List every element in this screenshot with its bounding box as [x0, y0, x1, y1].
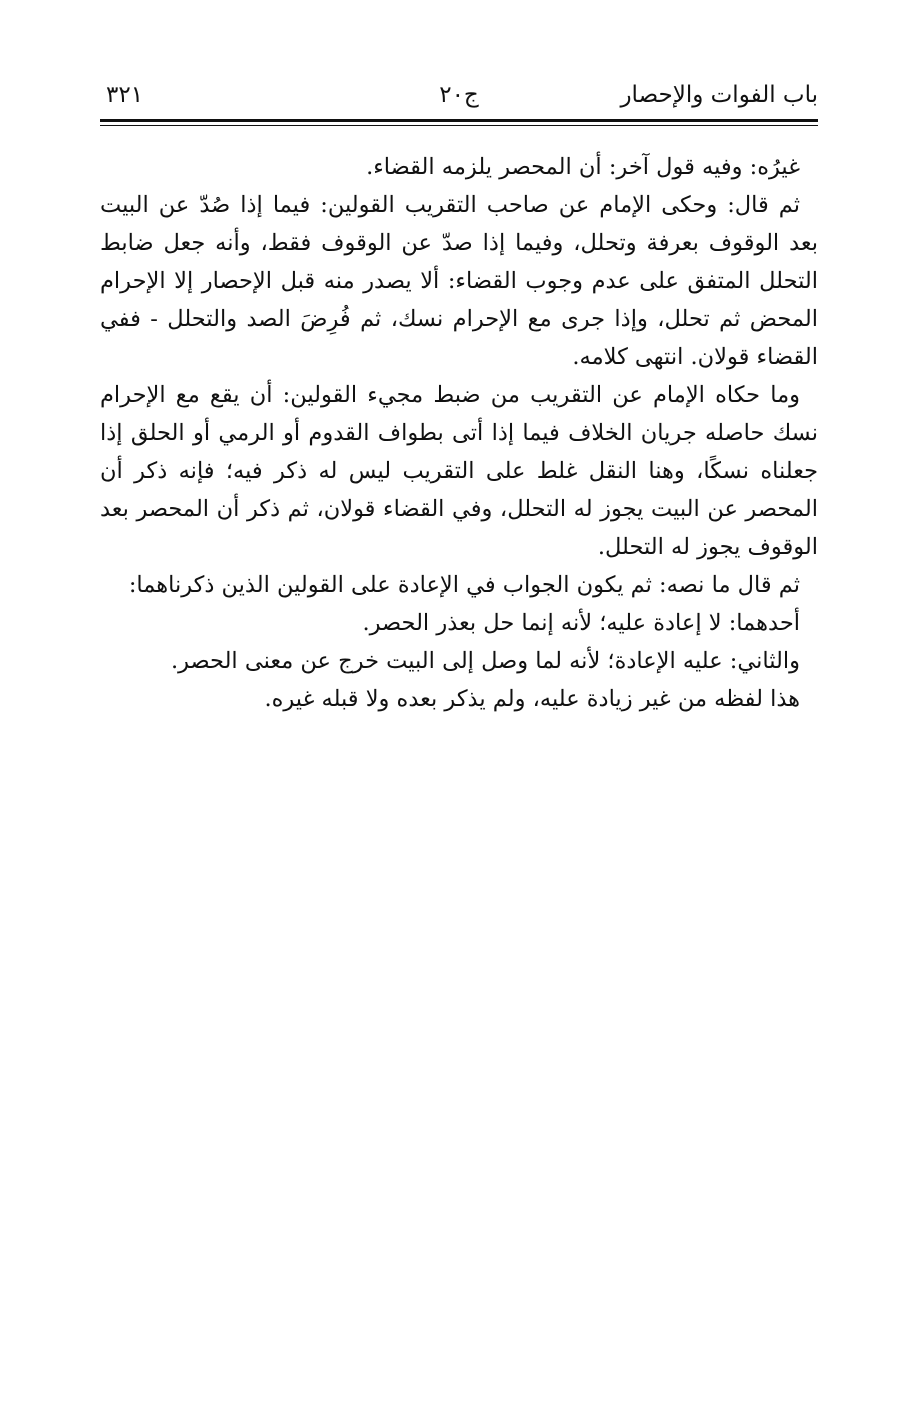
paragraph-3: وما حكاه الإمام عن التقريب من ضبط مجيء القولين: أن يقع مع الإحرام نسك حاصله جريان الخلاف فيما إذا أتى بطواف القدوم أو الرمي أو الحلق إذا جعلناه نسكًا، وهنا النقل غلط على التقريب ليس له ذكر فيه؛ فإنه ذكر أن المحصر عن البيت يجوز له التحلل، وفي القضاء قولان، ثم ذكر أن المحصر بعد الوقوف يجوز له التحلل. [100, 382, 818, 560]
chapter-title: باب الفوات والإحصار [620, 82, 818, 108]
header-rule-thick [100, 119, 818, 122]
paragraph-5: أحدهما: لا إعادة عليه؛ لأنه إنما حل بعذر الحصر. [362, 610, 800, 636]
paragraph-7: هذا لفظه من غير زيادة عليه، ولم يذكر بعده ولا قبله غيره. [264, 686, 800, 712]
volume-label: ج٢٠ [439, 82, 479, 108]
paragraph-6: والثاني: عليه الإعادة؛ لأنه لما وصل إلى البيت خرج عن معنى الحصر. [170, 648, 800, 674]
running-header [100, 78, 818, 112]
paragraph-2: ثم قال: وحكى الإمام عن صاحب التقريب القولين: فيما إذا صُدّ عن البيت بعد الوقوف بعرفة وتحلل، وفيما إذا صدّ عن الوقوف فقط، وأنه جعل ضابط التحلل المتفق على عدم وجوب القضاء: ألا يصدر منه قبل الإحصار إلا الإحرام المحض ثم تحلل، وإذا جرى مع الإحرام نسك، ثم فُرِضَ الصد والتحلل - ففي القضاء قولان. انتهى كلامه. [100, 192, 818, 370]
header-rule-thin [100, 125, 818, 126]
body-text [100, 148, 818, 718]
page-number: ٣٢١ [106, 82, 144, 108]
paragraph-4: ثم قال ما نصه: ثم يكون الجواب في الإعادة على القولين الذين ذكرناهما: [128, 572, 800, 598]
paragraph-1: غيرُه: وفيه قول آخر: أن المحصر يلزمه القضاء. [366, 154, 800, 180]
